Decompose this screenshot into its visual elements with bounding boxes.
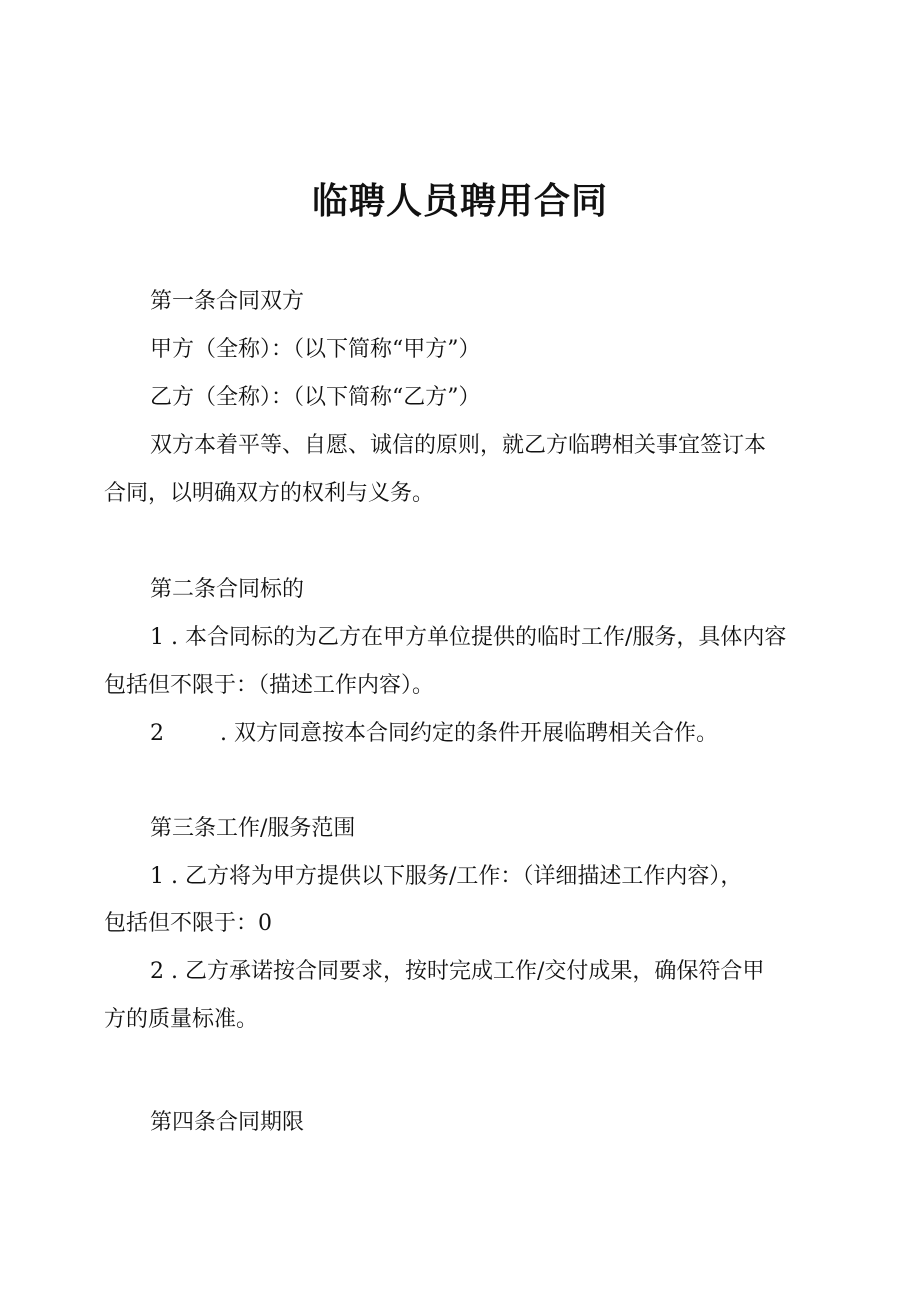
paragraph-line: 方的质量标准。 bbox=[104, 1007, 259, 1032]
paragraph-line: 1 . 本合同标的为乙方在甲方单位提供的临时工作/服务，具体内容 bbox=[150, 625, 787, 650]
paragraph-line: 合同，以明确双方的权利与义务。 bbox=[104, 481, 435, 506]
paragraph-line: 包括但不限于：（描述工作内容）。 bbox=[104, 673, 435, 698]
paragraph-line: 1 . 乙方将为甲方提供以下服务/工作：（详细描述工作内容）， bbox=[150, 864, 743, 889]
section-heading: 第一条合同双方 bbox=[150, 289, 305, 314]
paragraph-line: 双方本着平等、自愿、诚信的原则，就乙方临聘相关事宜签订本 bbox=[150, 433, 767, 458]
document-title: 临聘人员聘用合同 bbox=[311, 181, 608, 222]
section-heading: 第四条合同期限 bbox=[150, 1110, 305, 1135]
item-text: . 双方同意按本合同约定的条件开展临聘相关合作。 bbox=[220, 721, 718, 746]
section-heading: 第三条工作/服务范围 bbox=[150, 816, 356, 841]
paragraph-line: 甲方（全称）：（以下简称“甲方”） bbox=[150, 337, 481, 362]
paragraph-line bbox=[150, 710, 870, 758]
paragraph-line: 2 . 乙方承诺按合同要求，按时完成工作/交付成果，确保符合甲 bbox=[150, 959, 765, 984]
section-heading: 第二条合同标的 bbox=[150, 577, 305, 602]
paragraph-line: 包括但不限于：0 bbox=[104, 911, 272, 936]
item-number: 2 bbox=[150, 721, 164, 746]
paragraph-line: 乙方（全称）：（以下简称“乙方”） bbox=[150, 385, 481, 410]
